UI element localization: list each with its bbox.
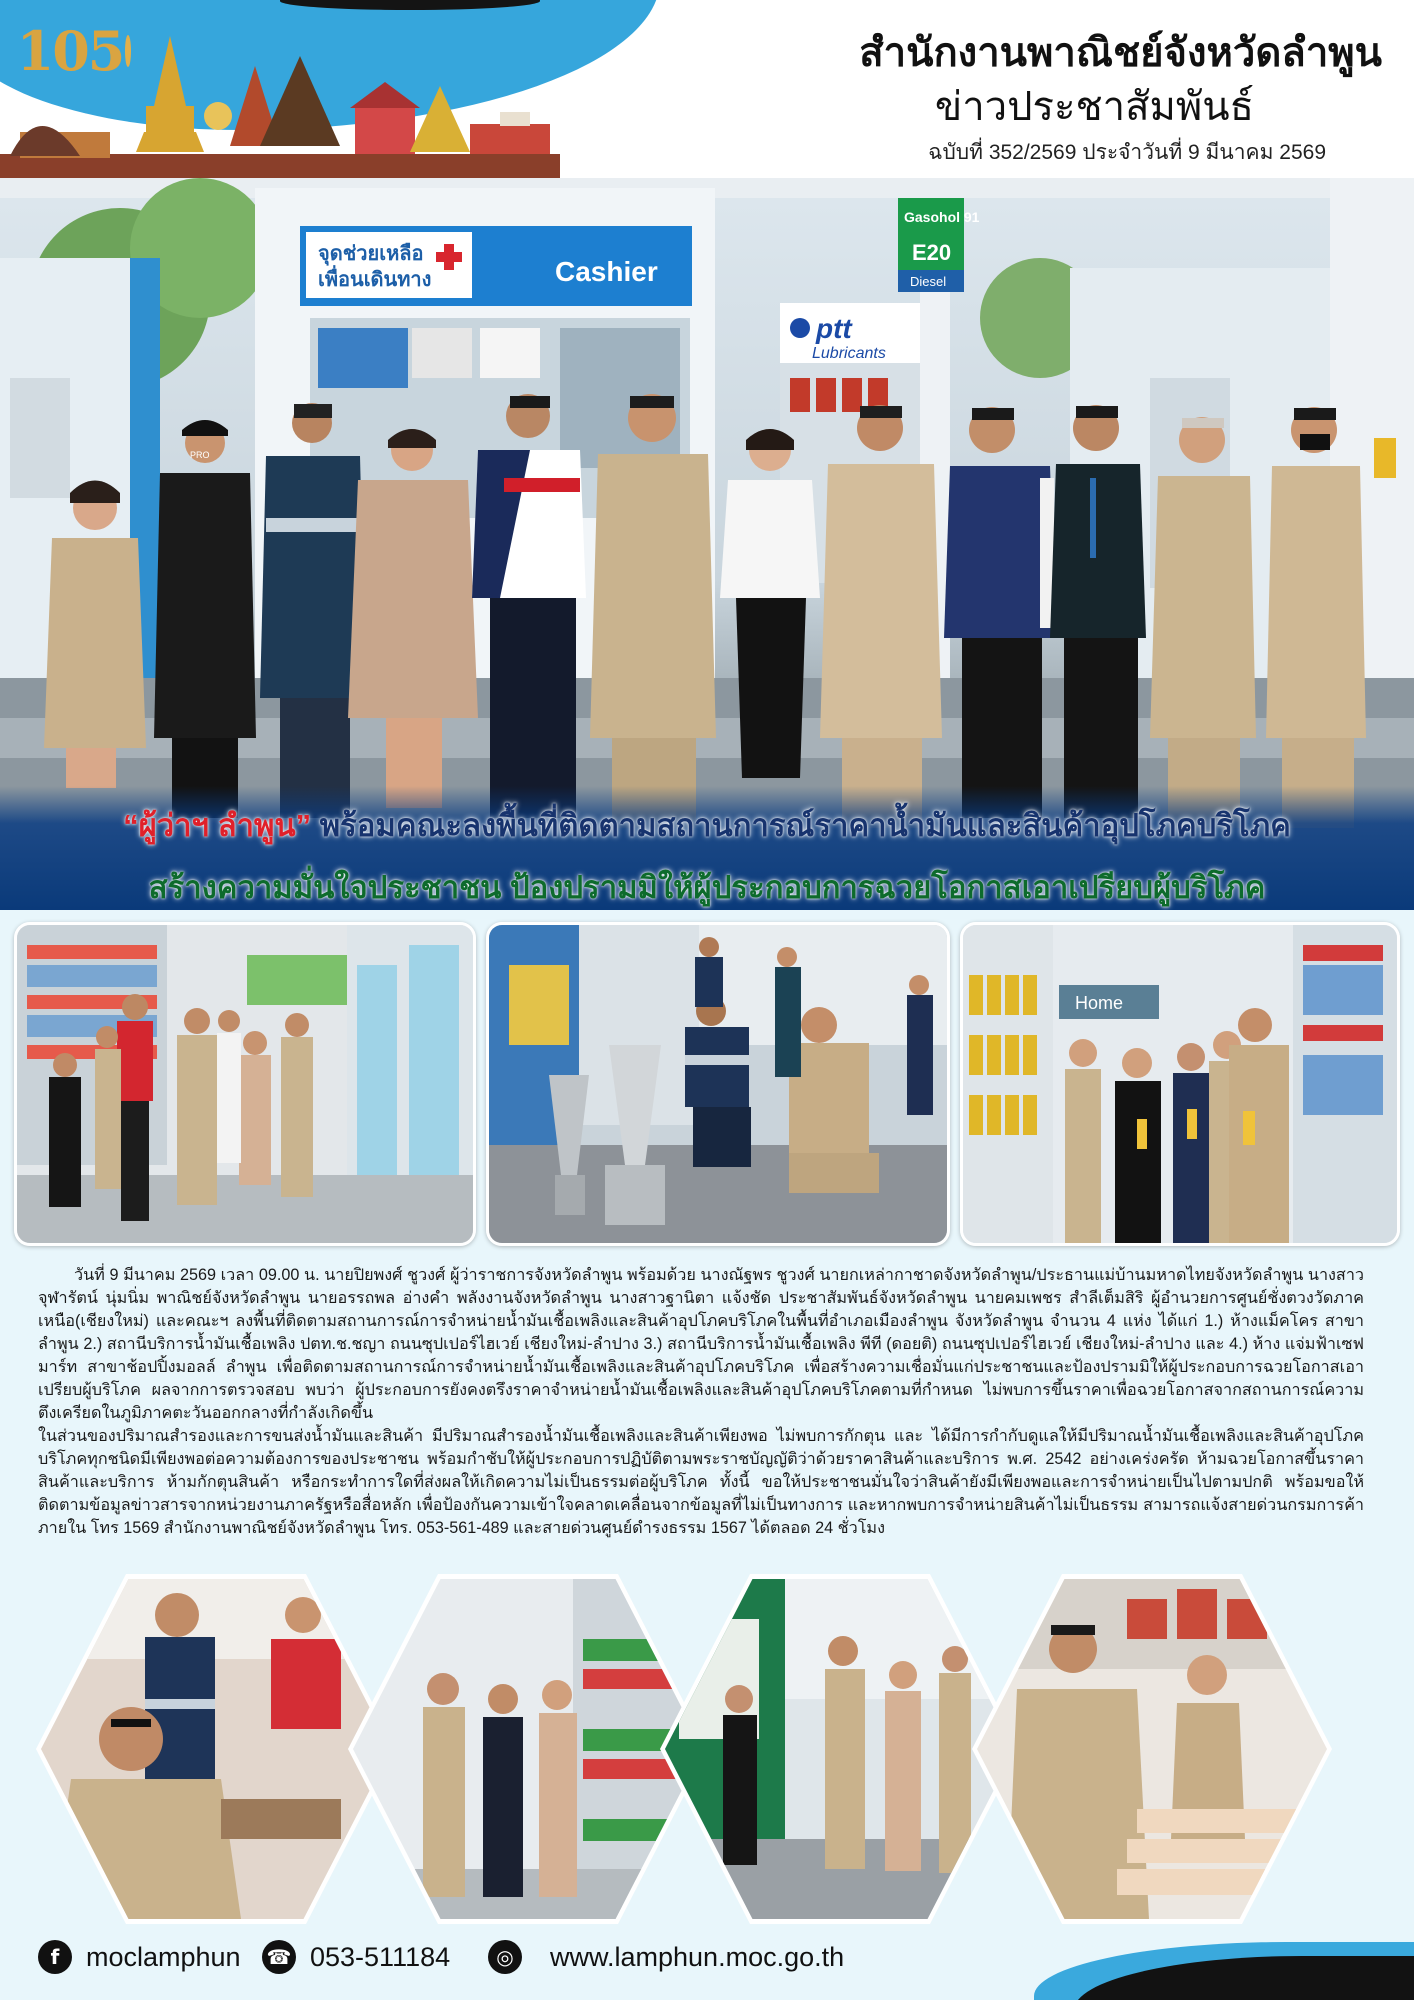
lubricants-text: Lubricants [812, 345, 886, 362]
cashier-sign: Cashier [555, 256, 658, 287]
phone-icon: ☎ [262, 1940, 296, 1974]
logo-number: 105 [16, 19, 124, 83]
photo-cooking-oil-display [960, 922, 1400, 1246]
diesel-sign: Diesel [910, 274, 947, 289]
hex-photo-2-store-aisle [353, 1579, 703, 1919]
ptt-logo-text: ptt [816, 313, 852, 344]
hex-photo-3-fuel-pump-visit [665, 1579, 1015, 1919]
news-paragraph-1: วันที่ 9 มีนาคม 2569 เวลา 09.00 น. นายปิยพงศ์ ชูวงศ์ ผู้ว่าราชการจังหวัดลำพูน พร้อมด้วย นางณัฐพร ชูวงศ์ นายกเหล่ากาชาดจังหวัดลำพูน/ประธานแม่บ้านมหาดไทยจังหวัดลำพูน นางสาวจุฬารัตน์ นุ่มนิ่ม พาณิชย์จังหวัดลำพูน นายอรรถพล อ่างคำ พลังงานจังหวัดลำพูน นางสาวฐานิตา แจ้งชัด ประชาสัมพันธ์จังหวัดลำพูน นายคมเพชร สำลีเต็มสิริ ผู้อำนวยการศูนย์ชั่งตวงวัดภาคเหนือ(เชียงใหม่) และคณะฯ ลงพื้นที่ติดตามสถานการณ์การจำหน่ายน้ำมันเชื้อเพลิงและสินค้าอุปโภคบริโภคในพื้นที่อำเภอเมืองลำพูน จังหวัดลำพูน จำนวน 4 แห่ง ได้แก่ 1.) ห้างแม็คโคร สาขาลำพูน 2.) สถานีบริการน้ำมันเชื้อเพลิง ปตท.ช.ชญา ถนนซุปเปอร์ไฮเวย์ เชียงใหม่-ลำปาง 3.) สถานีบริการน้ำมันเชื้อเพลิง พีที (ดอยติ) ถนนซุปเปอร์ไฮเวย์ เชียงใหม่-ลำปาง และ 4.) ห้าง แจ่มฟ้าเซฟมาร์ท สาขาช้อปปิ้งมอลล์ ลำพูน เพื่อติดตามสถานการณ์การจำหน่ายน้ำมันเชื้อเพลิงและสินค้าอุปโภคบริโภค เพื่อสร้างความเชื่อมั่นแก่ประชาชนและป้องปรามมิให้ผู้ประกอบการฉวยโอกาสเอาเปรียบผู้บริโภค ผลจากการตรวจสอบ พบว่า ผู้ประกอบการยังคงตรึงราคาจำหน่ายน้ำมันเชื้อเพลิงและสินค้าอุปโภคบริโภคตามที่กำหนด ไม่พบการขึ้นราคาเพื่อฉวยโอกาสจากสถานการณ์ความตึงเครียดในภูมิภาคตะวันออกกลางที่กำลังเกิดขึ้น [38, 1266, 1364, 1422]
gasohol-91-sign: Gasohol 91 [904, 209, 980, 225]
hex-photo-1-frame [36, 1574, 396, 1924]
news-paragraph-2: ในส่วนของปริมาณสำรองและการขนส่งน้ำมันและสินค้า มีปริมาณสำรองน้ำมันเชื้อเพลิงและสินค้าเพียงพอ ไม่พบการกักตุน และ ได้มีการกำกับดูแลให้มีปริมาณน้ำมันเชื้อเพลิงและสินค้าอุปโภคบริโภคทุกชนิดมีเพียงพอต่อความต้องการของประชาชน พร้อมกำชับให้ผู้ประกอบการปฏิบัติตามพระราชบัญญัติว่าด้วยราคาสินค้าและบริการ พ.ศ. 2542 อย่างเคร่งครัด ห้ามฉวยโอกาสขึ้นราคาสินค้าและบริการ ห้ามกักตุนสินค้า หรือกระทำการใดที่ส่งผลให้เกิดความไม่เป็นธรรมต่อผู้บริโภค ทั้งนี้ ขอให้ประชาชนมั่นใจว่าสินค้ายังมีเพียงพอและการจำหน่ายเป็นไปตามปกติ พร้อมขอให้ติดตามข้อมูลข่าวสารจากหน่วยงานภาครัฐหรือสื่อหลัก เพื่อป้องกันความเข้าใจคลาดเคลื่อนจากข้อมูลที่ไม่เป็นทางการ และหากพบการจำหน่ายสินค้าไม่เป็นธรรม สามารถแจ้งสายด่วนกรมการค้าภายใน โทร 1569 สำนักงานพาณิชย์จังหวัดลำพูน โทร. 053-561-489 และสายด่วนศูนย์ดำรงธรรม 1567 ได้ตลอด 24 ชั่วโมง [38, 1427, 1364, 1537]
page-header [0, 0, 1414, 178]
headline-line2: สร้างความมั่นใจประชาชน ป้องปรามมิให้ผู้ประกอบการฉวยโอกาสเอาเปรียบผู้บริโภค [148, 870, 1266, 905]
hero-photo-group-at-gas-station [0, 178, 1414, 910]
help-point-sign-line2: เพื่อนเดินทาง [318, 269, 432, 291]
store-sign-text: Home [1075, 993, 1124, 1013]
headline-banner [0, 786, 1414, 910]
facebook-contact[interactable] [38, 1940, 241, 1974]
facebook-icon: f [38, 1940, 72, 1974]
website-url[interactable]: www.lamphun.moc.go.th [550, 1941, 845, 1972]
globe-icon: ◎ [488, 1940, 522, 1974]
pro-cap-text: PRO [190, 450, 210, 460]
photo-supermarket-scene [17, 925, 473, 1243]
website-contact[interactable] [488, 1940, 844, 1974]
headline-line1-text: พร้อมคณะลงพื้นที่ติดตามสถานการณ์ราคาน้ำมันและสินค้าอุปโภคบริโภค [311, 808, 1291, 843]
photo-cooking-oil-scene [963, 925, 1397, 1243]
logo-105-anniversary [16, 18, 128, 84]
photo-fuel-check-scene [489, 925, 947, 1243]
e20-sign: E20 [912, 240, 952, 265]
phone-contact[interactable] [262, 1940, 450, 1974]
press-release-title: ข่าวประชาสัมพันธ์ [934, 85, 1254, 129]
hex-photo-3-frame [660, 1574, 1020, 1924]
hexagon-photo-row [36, 1574, 1386, 1924]
photo-fuel-measurement-check [486, 922, 950, 1246]
photo-supermarket-inspection [14, 922, 476, 1246]
hex-photo-1-officials-checking [41, 1579, 391, 1919]
phone-number[interactable]: 053-511184 [310, 1941, 451, 1972]
issue-number-date: ฉบับที่ 352/2569 ประจำวันที่ 9 มีนาคม 2569 [928, 141, 1326, 164]
organization-title: สำนักงานพาณิชย์จังหวัดลำพูน [859, 31, 1382, 75]
news-body [38, 1264, 1364, 1540]
page-footer [0, 1934, 1414, 2000]
hex-photo-4-frame [972, 1574, 1332, 1924]
facebook-handle[interactable]: moclamphun [86, 1941, 241, 1972]
headline-governor-quote: “ผู้ว่าฯ ลำพูน” [123, 808, 312, 843]
headline-line1 [0, 800, 1414, 850]
hex-photo-4-egg-inspection [977, 1579, 1327, 1919]
hex-photo-2-frame [348, 1574, 708, 1924]
help-point-sign-line1: จุดช่วยเหลือ [318, 243, 424, 265]
